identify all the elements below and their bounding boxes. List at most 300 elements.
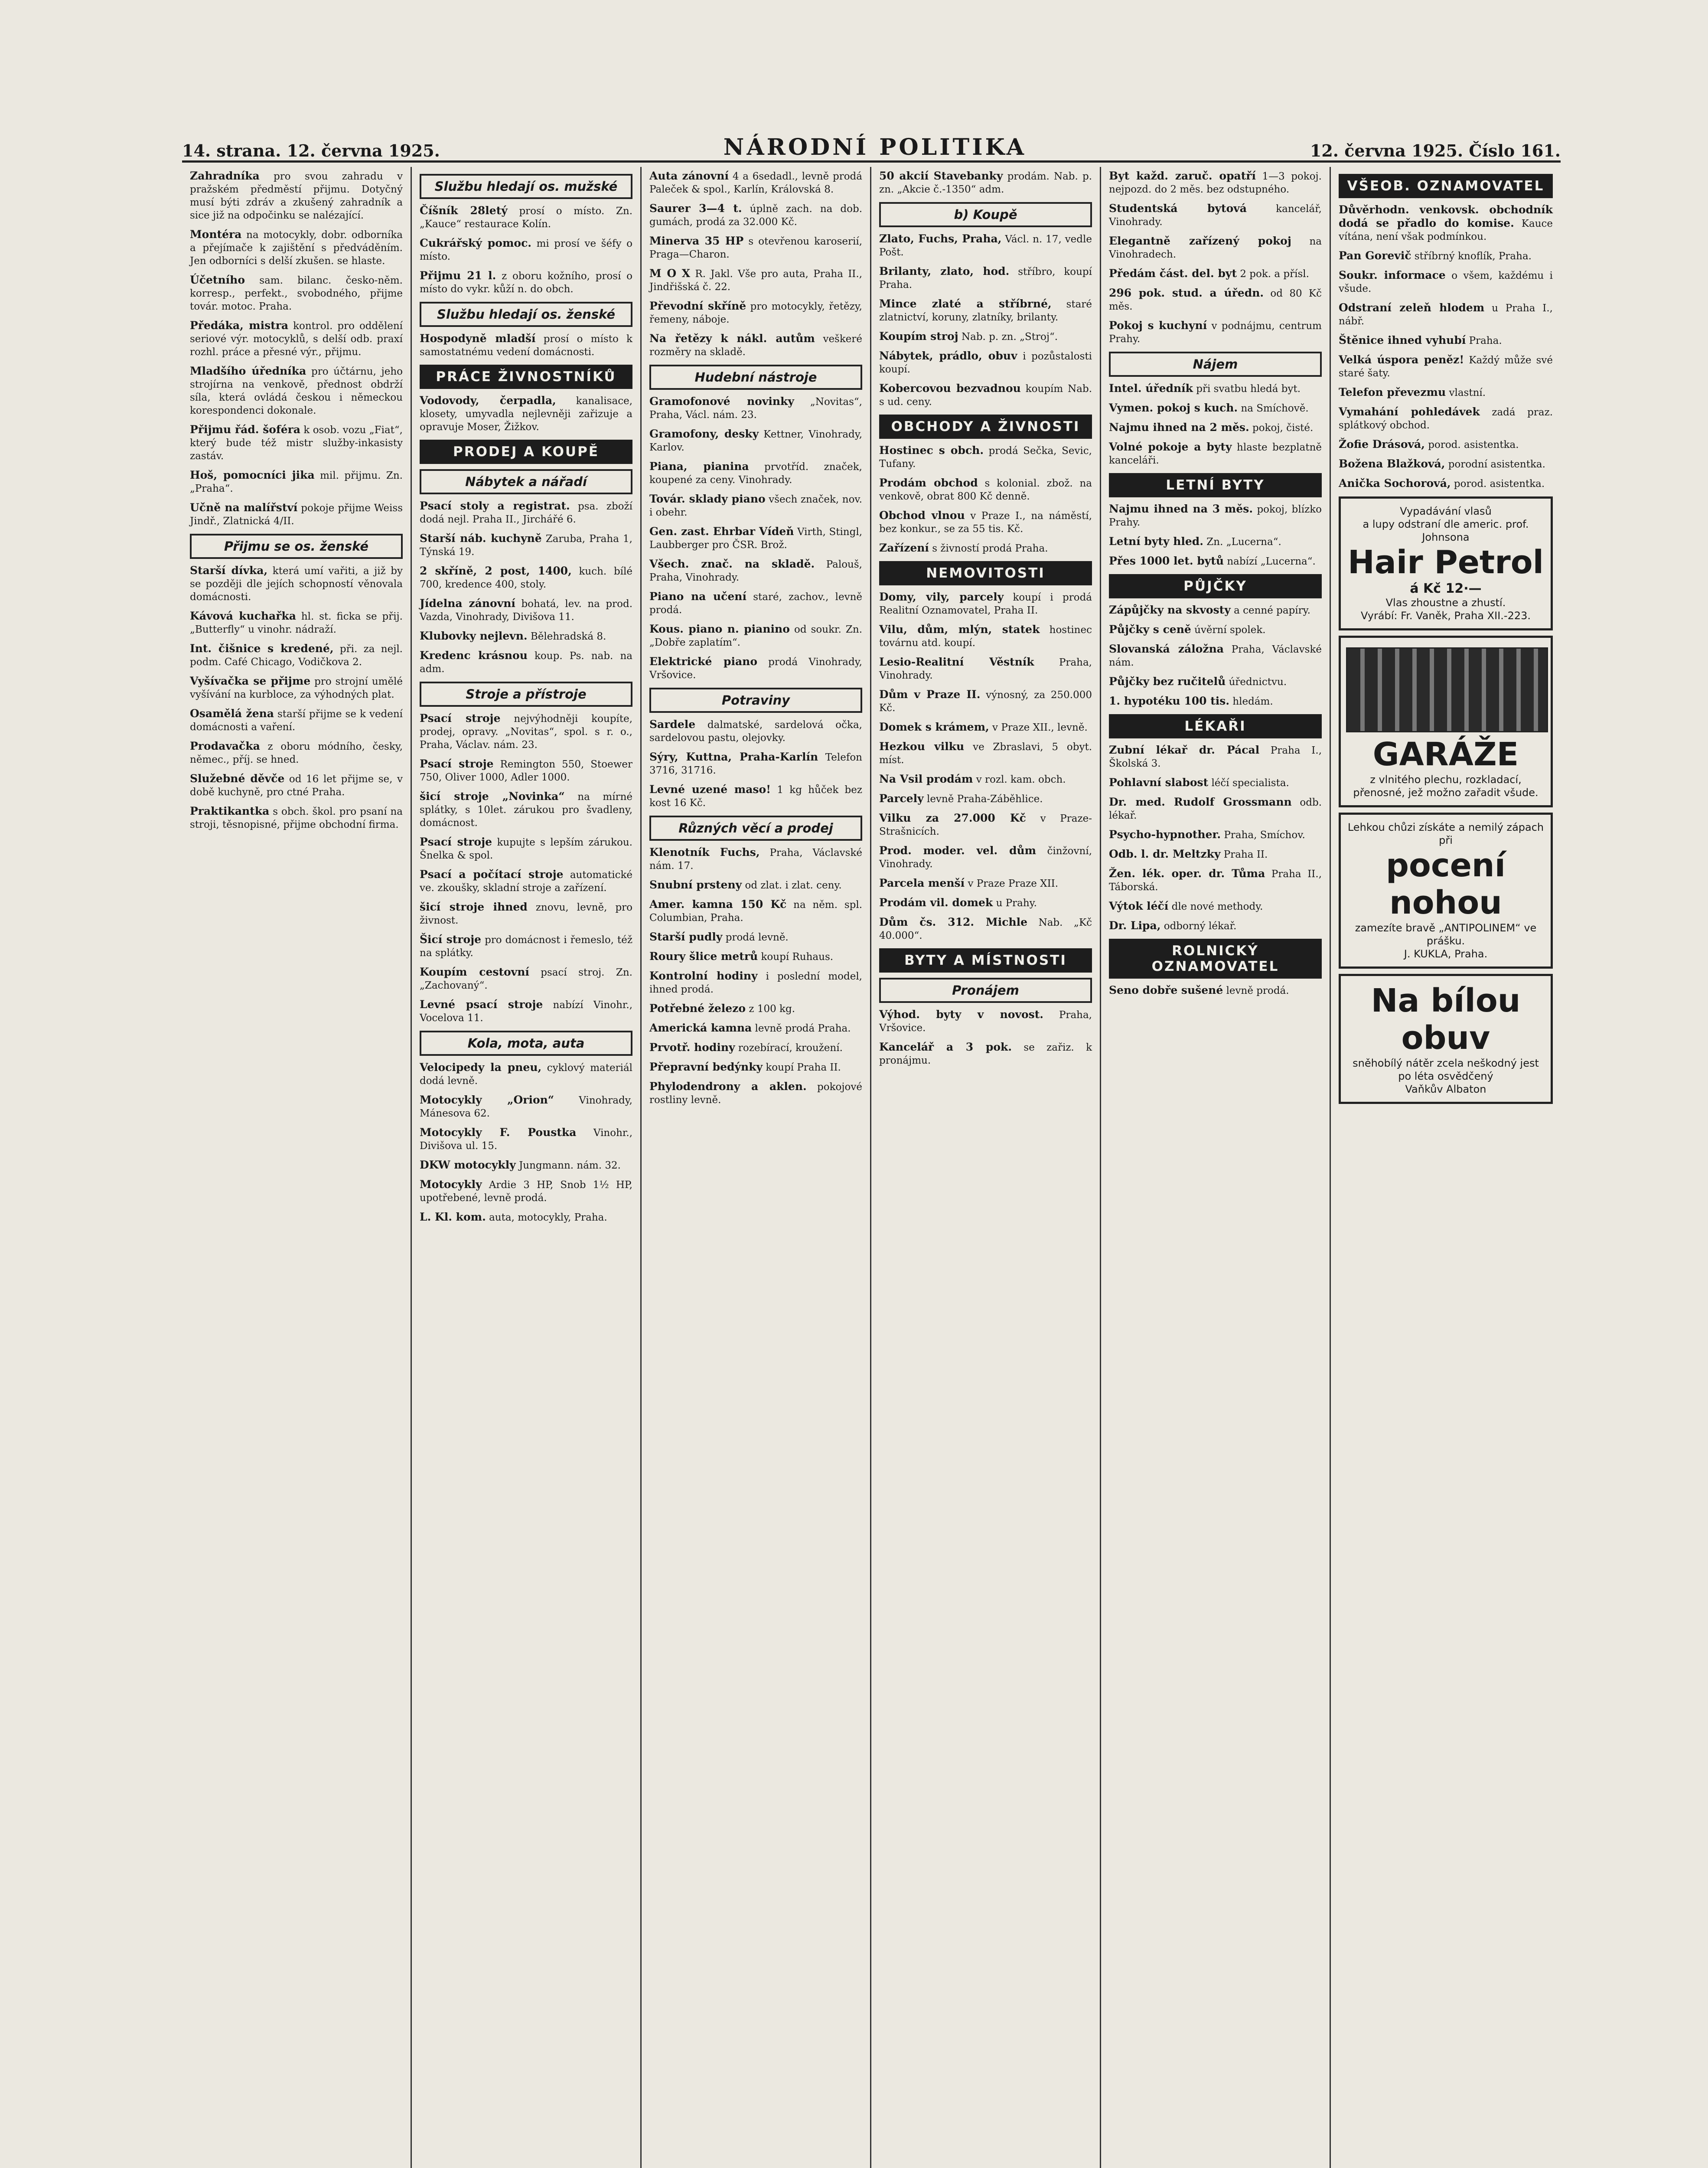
classified-ad xyxy=(879,232,1092,259)
ad-text: 4 a 6sedadl., levně prodá Paleček & spol., Karlín, Královská 8. xyxy=(649,171,862,195)
classified-ad xyxy=(1109,675,1322,689)
ad-text: ve Zbraslavi, 5 obyt. míst. xyxy=(879,741,1092,766)
ad-text: u Praha I., nábř. xyxy=(1339,303,1553,327)
classified-ad xyxy=(1339,438,1553,451)
ad-text: kupujte s lepším zárukou. Šnelka & spol. xyxy=(420,837,632,861)
classified-ad xyxy=(879,688,1092,715)
ad-text: Ardie 3 HP, Snob 1½ HP, upotřebené, levně prodá. xyxy=(420,1179,633,1204)
classified-ad xyxy=(879,623,1092,650)
ad-heading: Zubní lékař dr. Pácal xyxy=(1109,744,1260,756)
ad-heading: Saurer 3—4 t. xyxy=(649,202,742,215)
ad-text: psací stroj. Zn. „Zachovaný“. xyxy=(420,967,632,991)
column-4 xyxy=(871,167,1101,2168)
ad-text: Nab. „Kč 40.000“. xyxy=(879,917,1092,941)
ad-text: rozebírací, kroužení. xyxy=(738,1042,843,1054)
classified-ad xyxy=(1339,249,1553,263)
classified-ad xyxy=(879,916,1092,942)
ad-heading: Šicí stroje xyxy=(420,933,482,946)
ad-heading: Domy, vily, parcely xyxy=(879,591,1004,603)
ad-heading: šicí stroje ihned xyxy=(420,901,528,913)
column-6 xyxy=(1331,167,1561,2168)
ad-heading: Hoš, pomocníci jika xyxy=(190,469,315,481)
classified-ad xyxy=(1109,402,1322,415)
ad-heading: 50 akcií Stavebanky xyxy=(879,170,1003,182)
ad-text: koupí i prodá Realitní Oznamovatel, Praha II. xyxy=(879,592,1092,616)
classified-ad xyxy=(420,1211,632,1224)
ad-heading: Elegantně zařízený pokoj xyxy=(1109,235,1291,247)
ad-text: Praha, Smíchov. xyxy=(1224,829,1305,841)
ad-heading: Najmu ihned na 2 měs. xyxy=(1109,421,1249,434)
ad-heading: Půjčky s ceně xyxy=(1109,623,1191,636)
classified-ad xyxy=(879,330,1092,343)
ad-heading: Psací stroje xyxy=(420,836,492,848)
classified-ad xyxy=(1339,477,1553,490)
ad-heading: Pohlavní slabost xyxy=(1109,776,1209,789)
classified-ad xyxy=(649,898,862,924)
classified-ad xyxy=(420,933,632,960)
classified-ad xyxy=(649,590,862,617)
ad-text: Vinohr., Divišova ul. 15. xyxy=(420,1127,632,1152)
classified-ad xyxy=(1109,848,1322,861)
classified-ad xyxy=(649,1061,862,1074)
classified-ad xyxy=(879,740,1092,767)
classified-ad xyxy=(879,477,1092,503)
ad-text: prodám. Nab. p. zn. „Akcie č.-1350“ adm. xyxy=(879,171,1092,195)
classified-ad xyxy=(420,500,632,526)
ad-heading: Telefon převezmu xyxy=(1339,386,1446,398)
ad-text: dalmatské, sardelová očka, sardelovou pastu, olejovky. xyxy=(649,719,862,744)
ad-text: od soukr. Zn. „Dobře zaplatím“. xyxy=(649,624,863,648)
ad-heading: Najmu ihned na 3 měs. xyxy=(1109,503,1253,515)
section-banner: BYTY A MÍSTNOSTI xyxy=(879,948,1092,973)
display-ad-small1: Lehkou chůzi získáte a nemilý zápach při xyxy=(1347,821,1544,846)
ad-heading: Koupím cestovní xyxy=(420,966,529,978)
ad-heading: Důvěrhodn. venkovsk. obchodník dodá se přadlo do komise. xyxy=(1339,203,1553,229)
ad-heading: Zahradníka xyxy=(190,170,260,182)
classified-ad xyxy=(879,844,1092,871)
ad-text: zadá praz. splátkový obchod. xyxy=(1339,407,1553,431)
ad-text: odborný lékař. xyxy=(1164,921,1237,932)
ad-text: na motocykly, dobr. odborníka a přejímače k zajištění s předváděním. Jen odborníci s delší zkušen. se hlaste. xyxy=(190,229,403,267)
column-1 xyxy=(182,167,412,2168)
classified-ad xyxy=(879,509,1092,535)
classified-ad xyxy=(649,846,862,872)
classified-ad xyxy=(1339,301,1553,328)
section-banner: LETNÍ BYTY xyxy=(1109,473,1322,497)
classified-ad xyxy=(420,1061,632,1087)
ad-text: Telefon 3716, 31716. xyxy=(649,752,862,776)
ad-text: Praha II., Táborská. xyxy=(1109,869,1322,893)
ad-text: porod. asistentka. xyxy=(1428,439,1519,451)
ad-text: Praha, Vinohrady. xyxy=(879,657,1092,681)
ad-text: v rozl. kam. obch. xyxy=(976,774,1066,785)
ad-heading: Dům čs. 312. Michle xyxy=(879,916,1028,928)
ad-heading: Odb. l. dr. Meltzky xyxy=(1109,848,1221,860)
classified-ad xyxy=(879,297,1092,324)
ad-text: pokojové rostliny levně. xyxy=(649,1081,862,1106)
ad-text: koupím Nab. s ud. ceny. xyxy=(879,383,1092,408)
ad-heading: Praktikantka xyxy=(190,805,270,817)
ad-heading: Žofie Drásová, xyxy=(1339,438,1425,451)
classified-ad xyxy=(1109,267,1322,281)
ad-heading: Převodní skříně xyxy=(649,300,746,312)
classified-ad xyxy=(420,1178,632,1205)
ad-heading: Služebné děvče xyxy=(190,772,285,785)
classified-ad xyxy=(649,525,862,552)
ad-text: prosí o místo. Zn. „Kauce“ restaurace Kolín. xyxy=(420,206,633,230)
classified-ad xyxy=(1109,623,1322,637)
ad-text: Remington 550, Stoewer 750, Oliver 1000, Adler 1000. xyxy=(420,759,632,783)
ad-heading: Prodavačka xyxy=(190,740,260,752)
classified-ad xyxy=(1109,287,1322,313)
ad-heading: Na Vsil prodám xyxy=(879,773,973,785)
ad-text: v Praze XII., levně. xyxy=(992,722,1088,733)
ad-heading: Snubní prsteny xyxy=(649,878,742,891)
ad-text: veškeré rozměry na skladě. xyxy=(649,333,863,358)
ad-heading: Piano na učení xyxy=(649,590,746,603)
classified-ad xyxy=(649,950,862,963)
classified-ad xyxy=(1339,269,1553,295)
ad-heading: Velká úspora peněz! xyxy=(1339,353,1464,366)
classified-ad xyxy=(420,237,632,263)
ad-heading: Klenotník Fuchs, xyxy=(649,846,760,859)
ad-text: z 100 kg. xyxy=(749,1003,795,1015)
ad-heading: Koupím stroj xyxy=(879,330,958,343)
ad-text: u Prahy. xyxy=(996,898,1037,909)
ad-text: kuch. bílé 700, kredence 400, stoly. xyxy=(420,566,632,590)
ad-heading: Předám část. del. byt xyxy=(1109,267,1237,280)
classified-ad xyxy=(879,1041,1092,1067)
ad-heading: Kous. piano n. pianino xyxy=(649,623,790,635)
ad-heading: Výhod. byty v novost. xyxy=(879,1008,1043,1021)
classified-ad xyxy=(1109,382,1322,395)
ad-text: Zn. „Lucerna“. xyxy=(1206,536,1281,548)
ad-text: od 16 let přijme se, v době kuchyně, pro ctné Praha. xyxy=(190,774,403,798)
ad-heading: Starší dívka, xyxy=(190,564,268,577)
ad-heading: Vyšívačka se přijme xyxy=(190,675,311,687)
ad-heading: Výtok léčí xyxy=(1109,900,1169,912)
ad-text: se zařiz. k pronájmu. xyxy=(879,1042,1092,1066)
classified-ad xyxy=(190,740,403,766)
ad-text: Vinohrady, Mánesova 62. xyxy=(420,1095,632,1119)
classified-ad xyxy=(649,1080,862,1107)
section-heading: Potraviny xyxy=(649,688,862,713)
classified-ad xyxy=(1109,421,1322,434)
ad-heading: Kancelář a 3 pok. xyxy=(879,1041,1012,1053)
display-ad xyxy=(1339,496,1553,630)
classified-ad xyxy=(1109,555,1322,568)
ad-heading: Dr. med. Rudolf Grossmann xyxy=(1109,796,1292,808)
classified-ad xyxy=(1109,202,1322,229)
ad-heading: 296 pok. stud. a úředn. xyxy=(1109,287,1264,299)
classified-ad xyxy=(190,642,403,669)
ad-text: pro strojní umělé vyšívání na kurbloce, za výhodných plat. xyxy=(190,676,403,700)
classified-ad xyxy=(1109,235,1322,261)
section-heading: Službu hledají os. ženské xyxy=(420,302,632,327)
classified-ad xyxy=(190,365,403,417)
classified-ad xyxy=(420,332,632,359)
classified-ad xyxy=(420,1094,632,1120)
ad-text: Praha, Vršovice. xyxy=(879,1009,1092,1034)
ad-heading: Vilku za 27.000 Kč xyxy=(879,812,1026,824)
classified-ad xyxy=(1109,776,1322,790)
ad-columns xyxy=(182,167,1561,2168)
classified-ad xyxy=(1109,867,1322,894)
ad-heading: Přepravní bedýnky xyxy=(649,1061,763,1073)
ad-text: levně prodá Praha. xyxy=(755,1023,851,1034)
classified-ad xyxy=(879,773,1092,786)
section-banner: ROLNICKÝ OZNAMOVATEL xyxy=(1109,939,1322,979)
classified-ad xyxy=(649,493,862,519)
ad-text: činžovní, Vinohrady. xyxy=(879,846,1092,870)
classified-ad xyxy=(190,170,403,222)
ad-heading: Psací stoly a registrat. xyxy=(420,500,570,512)
section-heading: Nájem xyxy=(1109,352,1322,377)
ad-text: všech značek, nov. i obehr. xyxy=(649,494,862,518)
classified-ad xyxy=(1339,353,1553,380)
ad-text: nabízí „Lucerna“. xyxy=(1227,556,1316,567)
ad-heading: Přes 1000 let. bytů xyxy=(1109,555,1224,567)
ad-text: od zlat. i zlat. ceny. xyxy=(745,880,842,891)
ad-text: staré, zachov., levně prodá. xyxy=(649,591,863,616)
ad-heading: Pan Gorevič xyxy=(1339,249,1411,262)
classified-ad xyxy=(190,564,403,604)
page-date-right: 12. června 1925. Číslo 161. xyxy=(1310,141,1561,160)
ad-heading: Sýry, Kuttna, Praha-Karlín xyxy=(649,751,818,763)
ad-heading: Dr. Lipa, xyxy=(1109,919,1161,932)
section-heading: Nábytek a nářadí xyxy=(420,469,632,494)
ad-heading: Levné psací stroje xyxy=(420,998,543,1011)
newspaper-title: NÁRODNÍ POLITIKA xyxy=(723,134,1027,160)
ad-heading: Přijmu 21 l. xyxy=(420,269,496,282)
classified-ad xyxy=(420,790,632,829)
ad-text: s obch. škol. pro psaní na stroji, těsnopisné, přijme obchodní firma. xyxy=(190,806,403,830)
display-ad-big: Hair Petrol xyxy=(1348,544,1544,581)
ad-heading: Obchod vlnou xyxy=(879,509,965,522)
classified-ad xyxy=(420,394,632,434)
ad-text: 2 pok. a přísl. xyxy=(1240,268,1309,280)
classified-ad xyxy=(879,591,1092,617)
ad-heading: Kredenc krásnou xyxy=(420,649,528,662)
ad-heading: Psycho-hypnother. xyxy=(1109,828,1221,841)
classified-ad xyxy=(879,1008,1092,1035)
classified-ad xyxy=(190,423,403,463)
classified-ad xyxy=(420,998,632,1025)
ad-text: nejvýhodněji koupíte, prodej, opravy. „Novitas“, spol. s r. o., Praha, Václav. nám. 23. xyxy=(420,713,633,751)
ad-text: levně Praha-Záběhlice. xyxy=(926,793,1043,805)
classified-ad xyxy=(1339,405,1553,432)
ad-text: pro domácnost i řemeslo, též na splátky. xyxy=(420,934,632,959)
ad-text: v Praze-Strašnicích. xyxy=(879,813,1092,837)
ad-text: prodá levně. xyxy=(725,932,789,943)
ad-text: kanalisace, klosety, umyvadla nejlevněji zařizuje a opravuje Moser, Žižkov. xyxy=(420,395,633,433)
classified-ad xyxy=(879,792,1092,806)
ad-heading: Prodám obchod xyxy=(879,477,978,489)
classified-ad xyxy=(879,656,1092,682)
ad-heading: Číšník 28letý xyxy=(420,204,508,217)
ad-text: úřednictvu. xyxy=(1229,676,1287,688)
ad-text: s otevřenou karoserií, Praga—Charon. xyxy=(649,236,863,260)
classified-ad xyxy=(649,332,862,359)
classified-ad xyxy=(1109,535,1322,549)
section-heading: Kola, mota, auta xyxy=(420,1031,632,1056)
ad-text: Zaruba, Praha 1, Týnská 19. xyxy=(420,533,632,558)
ad-heading: Motocykly F. Poustka xyxy=(420,1126,577,1139)
classified-ad xyxy=(649,718,862,744)
classified-ad xyxy=(879,896,1092,910)
section-heading: Stroje a přístroje xyxy=(420,682,632,707)
classified-ad xyxy=(190,675,403,701)
ad-heading: Potřebné železo xyxy=(649,1002,746,1015)
ad-heading: Slovanská záložna xyxy=(1109,643,1224,655)
classified-ad xyxy=(649,202,862,229)
ad-text: auta, motocykly, Praha. xyxy=(489,1212,607,1223)
ad-heading: Starší pudly xyxy=(649,931,723,943)
ad-text: psa. zboží dodá nejl. Praha II., Jirchářé 6. xyxy=(420,501,632,525)
ad-heading: Motocykly „Orion“ xyxy=(420,1094,554,1106)
section-heading: b) Koupě xyxy=(879,202,1092,227)
ad-text: kancelář, Vinohrady. xyxy=(1109,203,1322,228)
display-ad-small3: zamezíte bravě „ANTIPOLINEM“ ve prášku. xyxy=(1355,922,1537,947)
display-ad xyxy=(1339,813,1553,969)
classified-ad xyxy=(190,228,403,268)
ad-heading: Odstraní zeleň hlodem xyxy=(1339,301,1485,314)
ad-heading: Parcely xyxy=(879,792,924,805)
section-banner: OBCHODY A ŽIVNOSTI xyxy=(879,415,1092,439)
classified-ad xyxy=(1109,900,1322,913)
classified-ad xyxy=(1339,334,1553,347)
ad-text: odb. lékař. xyxy=(1109,797,1322,821)
ad-heading: Auta zánovní xyxy=(649,170,729,182)
ad-heading: Psací a počítací stroje xyxy=(420,868,564,881)
classified-ad xyxy=(649,655,862,682)
ad-heading: Jídelna zánovní xyxy=(420,597,515,610)
ad-text: v Praze I., na náměstí, bez konkur., se za 55 tis. Kč. xyxy=(879,510,1092,535)
classified-ad xyxy=(649,460,862,486)
ad-text: levně prodá. xyxy=(1226,985,1289,996)
classified-ad xyxy=(1109,695,1322,708)
ad-text: na mírné splátky, s 10let. zárukou pro švadleny, domácnost. xyxy=(420,791,633,829)
classified-ad xyxy=(1109,441,1322,467)
classified-ad xyxy=(190,274,403,313)
section-banner: PŮJČKY xyxy=(1109,574,1322,598)
ad-text: s živností prodá Praha. xyxy=(932,543,1048,554)
ad-text: hledám. xyxy=(1232,696,1273,707)
classified-ad xyxy=(420,597,632,624)
ad-text: Praha I., Školská 3. xyxy=(1109,745,1322,769)
display-ad-small4: Vyrábí: Fr. Vaněk, Praha XII.-223. xyxy=(1360,610,1531,622)
ad-heading: Žen. lék. oper. dr. Tůma xyxy=(1109,867,1265,880)
classified-ad xyxy=(420,712,632,751)
ad-heading: Zařízení xyxy=(879,542,929,554)
classified-ad xyxy=(1109,984,1322,997)
garage-title: GARÁŽE xyxy=(1372,736,1519,773)
ad-text: Kauce vítána, není však podmínkou. xyxy=(1339,218,1553,242)
ad-heading: Pokoj s kuchyní xyxy=(1109,319,1207,332)
classified-ad xyxy=(420,532,632,558)
ad-heading: Gramofonové novinky xyxy=(649,395,794,408)
ad-text: starší přijme se k vedení domácnosti a vaření. xyxy=(190,709,403,733)
ad-text: R. Jakl. Vše pro auta, Praha II., Jindřišská č. 22. xyxy=(649,268,863,293)
ad-heading: Hezkou vilku xyxy=(879,740,965,753)
masthead xyxy=(182,130,1561,163)
classified-ad xyxy=(879,349,1092,376)
ad-heading: Všech. znač. na skladě. xyxy=(649,558,815,570)
ad-text: pro motocykly, řetězy, řemeny, náboje. xyxy=(649,301,862,325)
ad-text: stříbrný knoflík, Praha. xyxy=(1414,251,1532,262)
classified-ad xyxy=(420,204,632,231)
classified-ad xyxy=(649,970,862,996)
display-ad-mid: á Kč 12·— xyxy=(1410,581,1482,596)
display-ad-small3: sněhobílý nátěr zcela neškodný jest po léta osvědčený xyxy=(1353,1057,1539,1082)
ad-heading: Psací stroje xyxy=(420,712,501,725)
ad-text: 1 kg hůček bez kost 16 Kč. xyxy=(649,784,862,809)
ad-heading: Motocykly xyxy=(420,1178,482,1191)
ad-text: na něm. spl. Columbian, Praha. xyxy=(649,899,863,924)
ad-text: od 80 Kč měs. xyxy=(1109,288,1322,312)
ad-heading: Účetního xyxy=(190,274,245,286)
ad-heading: Prod. moder. vel. dům xyxy=(879,844,1037,857)
classified-ad xyxy=(649,300,862,326)
classified-ad xyxy=(420,966,632,992)
section-heading: Přijmu se os. ženské xyxy=(190,534,403,559)
ad-heading: Piana, pianina xyxy=(649,460,749,473)
ad-text: z oboru kožního, prosí o místo do vykr. kůží n. do obch. xyxy=(420,271,633,295)
ad-heading: Kobercovou bezvadnou xyxy=(879,382,1021,395)
ad-text: Každý může své staré šaty. xyxy=(1339,355,1553,379)
ad-heading: Prodám vil. domek xyxy=(879,896,993,909)
ad-text: pro svou zahradu v pražském předměstí přijmu. Dotyčný musí býti zdráv a zkušený zahradník a sice již na odpočinku se nalézající. xyxy=(190,171,403,221)
classified-ad xyxy=(420,1126,632,1153)
page-date-left: 14. strana. 12. června 1925. xyxy=(182,141,440,160)
classified-ad xyxy=(190,319,403,359)
ad-text: vlastní. xyxy=(1449,387,1486,398)
ad-heading: Intel. úředník xyxy=(1109,382,1193,395)
ad-heading: DKW motocykly xyxy=(420,1159,516,1171)
ad-text: Jungmann. nám. 32. xyxy=(519,1160,621,1171)
classified-ad xyxy=(190,501,403,528)
ad-heading: Zlato, Fuchs, Praha, xyxy=(879,232,1002,245)
ad-heading: Štěnice ihned vyhubí xyxy=(1339,334,1466,346)
ad-text: Praha, Václavské nám. xyxy=(1109,644,1322,668)
ad-text: automatické ve. zkoušky, skladní stroje a zařízení. xyxy=(420,869,632,894)
classified-ad xyxy=(649,623,862,649)
ad-text: pro účtárnu, jeho strojírna na venkově, přednost obdrží síla, která ovládá českou i německou korespondenci dokonale. xyxy=(190,366,403,416)
ad-heading: Montéra xyxy=(190,228,242,241)
ad-heading: Minerva 35 HP xyxy=(649,235,744,247)
ad-text: mil. přijmu. Zn. „Praha“. xyxy=(190,470,403,494)
ad-text: pokoje přijme Weiss Jindř., Zlatnická 4/II. xyxy=(190,503,403,527)
ad-text: Kettner, Vinohrady, Karlov. xyxy=(649,429,862,453)
ad-text: nabízí Vinohr., Vocelova 11. xyxy=(420,999,633,1024)
ad-heading: Přijmu řád. šoféra xyxy=(190,423,301,436)
ad-heading: Hostinec s obch. xyxy=(879,444,984,457)
display-ad-big: pocení nohou xyxy=(1386,847,1506,921)
classified-ad xyxy=(420,757,632,784)
classified-ad xyxy=(649,235,862,261)
classified-ad xyxy=(420,868,632,895)
classified-ad xyxy=(190,805,403,831)
ad-text: Virth, Stingl, Laubberger pro ČSR. Brož. xyxy=(649,526,863,551)
ad-text: z oboru módního, česky, němec., příj. se hned. xyxy=(190,741,403,765)
classified-ad xyxy=(649,1022,862,1035)
classified-ad xyxy=(879,265,1092,291)
ad-text: při svatbu hledá byt. xyxy=(1196,383,1301,395)
ad-heading: Anička Sochorová, xyxy=(1339,477,1451,490)
ad-text: o všem, každému i všude. xyxy=(1339,270,1553,294)
classified-ad xyxy=(879,382,1092,408)
ad-text: koupí Praha II. xyxy=(766,1062,841,1073)
